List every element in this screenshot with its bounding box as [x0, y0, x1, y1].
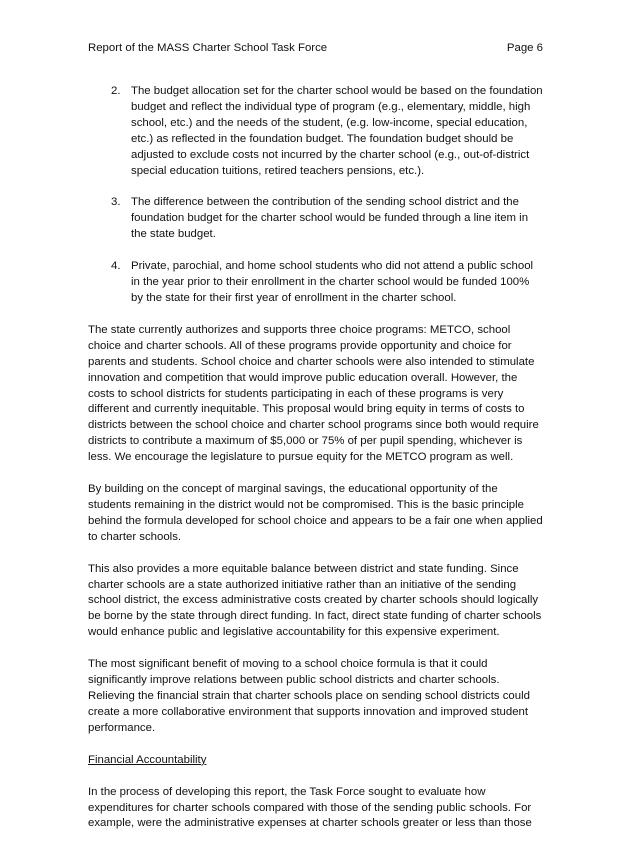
paragraph-funding-balance: This also provides a more equitable balance between district and state funding. Since charter schools are a state authorized initiative rather than an initiative of the sending school district, the excess administrative costs created by charter schools should logically be borne by the state through direct funding. In fact, direct state funding of charter schools would enhance public and legislative accountability for this expensive experiment.: [88, 562, 542, 639]
paragraph-financial-accountability: In the process of developing this report, the Task Force sought to evaluate how expenditures for charter schools compared with those of the sending public schools. For example, were the administrative expenses at charter schools greater or less than those: [88, 785, 532, 830]
list-item: [88, 195, 543, 243]
list-item: [88, 259, 543, 307]
list-item-number: 3.: [111, 196, 121, 209]
report-title: Report of the MASS Charter School Task Force: [88, 42, 328, 54]
list-item-number: 4.: [111, 260, 121, 273]
list-item-text: The budget allocation set for the charter school would be based on the foundation budget and reflect the individual type of program (e.g., elementary, middle, high school, etc.) and the needs of the student, (e.g. low-income, special education, etc.) as reflected in the foundation budget. The foundation budget should be adjusted to exclude costs not incurred by the charter school (e.g., out-of-district special education tuitions, retired teachers pensions, etc.).: [131, 85, 543, 177]
list-item-number: 2.: [111, 85, 121, 97]
numbered-list: [88, 84, 543, 307]
list-item-text: Private, parochial, and home school students who did not attend a public school in the year prior to their enrollment in the charter school would be funded 100% by the state for their first year of enrollment in the charter school.: [131, 260, 534, 304]
section-heading-financial-accountability: Financial Accountability: [88, 753, 207, 766]
paragraph-marginal-savings: By building on the concept of marginal savings, the educational opportunity of the students remaining in the district would not be compromised. This is the basic principle behind the formula developed for school choice and appears to be a fair one when applied to charter schools.: [88, 483, 543, 543]
page-header: [88, 41, 543, 55]
list-item: [88, 84, 543, 179]
list-item-text: The difference between the contribution of the sending school district and the foundation budget for the charter school would be funded through a line item in the state budget.: [131, 196, 529, 241]
document-body: [88, 84, 543, 848]
page-number: Page 6: [506, 42, 543, 54]
paragraph-choice-programs: The state currently authorizes and supports three choice programs: METCO, school choice and charter schools. All of these programs provide opportunity and choice for parents and students. School choice and charter schools were also intended to stimulate innovation and competition that would improve public education overall. However, the costs to school districts for students participating in each of these programs is very different and currently inequitable. This proposal would bring equity in terms of costs to districts between the school choice and charter school programs since both would require districts to contribute a maximum of $5,000 or 75% of per pupil spending, whichever is less. We encourage the legislature to pursue equity for the METCO program as well.: [88, 323, 539, 464]
paragraph-significant-benefit: The most significant benefit of moving to a school choice formula is that it could significantly improve relations between public school districts and charter schools. Relieving the financial strain that charter schools place on sending school districts could create a more collaborative environment that supports innovation and improved student performance.: [88, 658, 530, 734]
